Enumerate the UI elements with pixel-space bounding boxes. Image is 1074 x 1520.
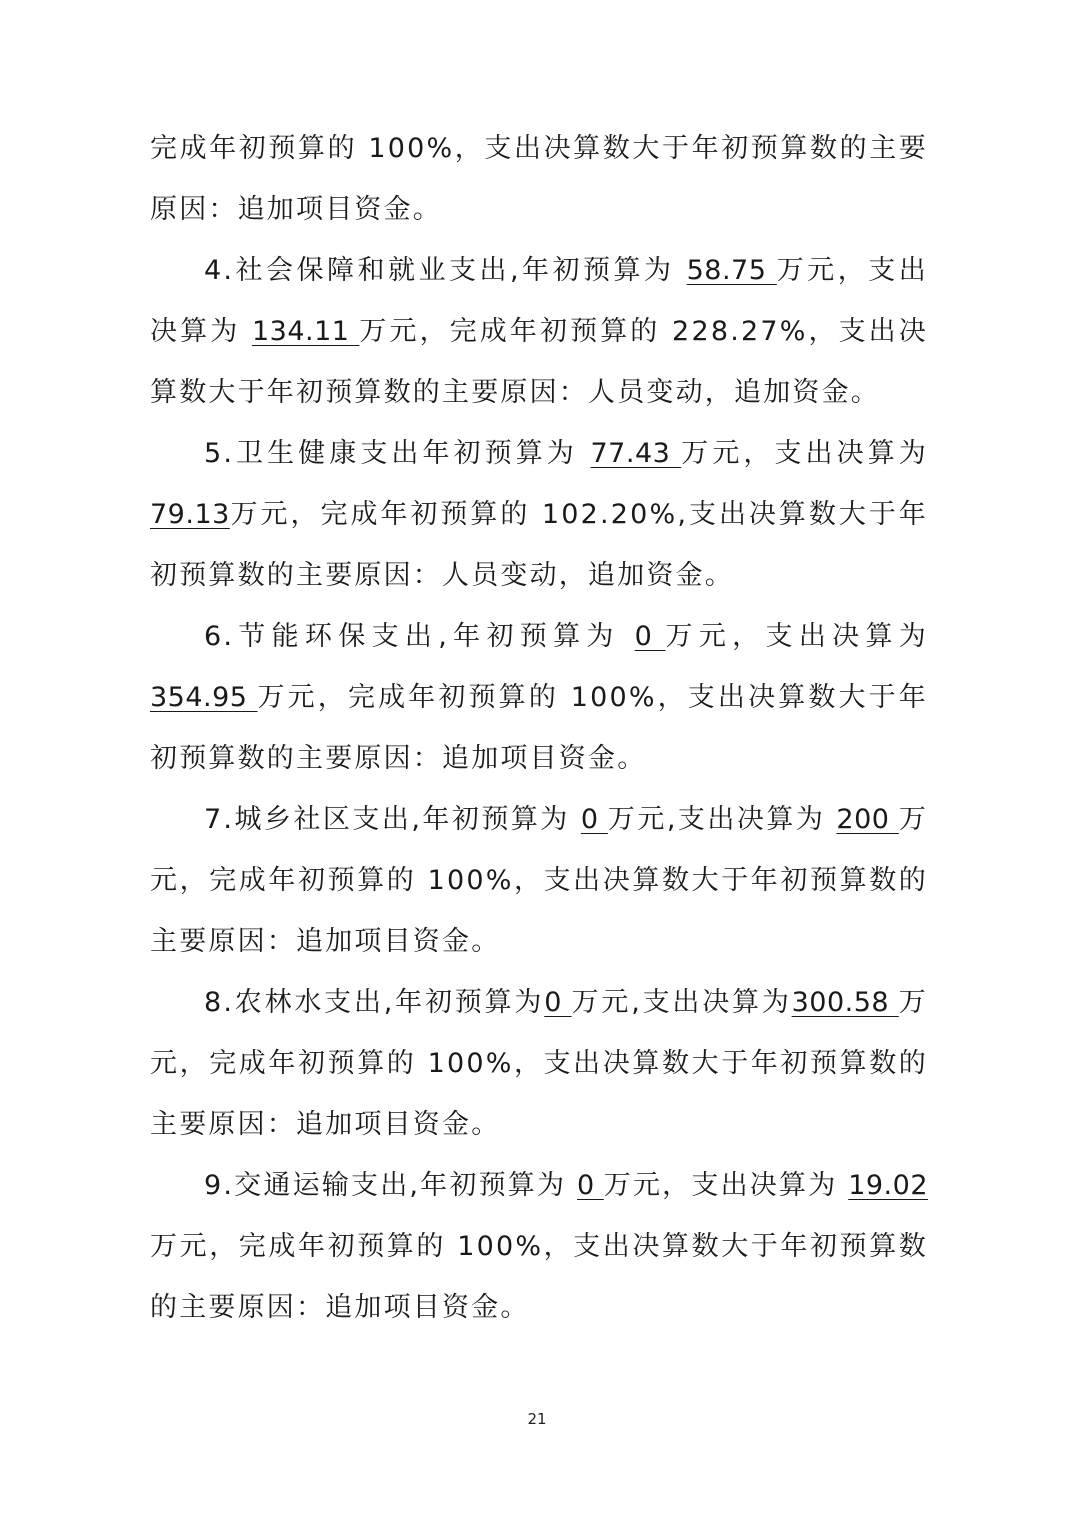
paragraph-urban-rural: 7.城乡社区支出,年初预算为 0 万元,支出决算为 200 万元，完成年初预算的 100%，支出决算数大于年初预算数的主要原因：追加项目资金。	[150, 804, 929, 957]
underlined-value: 77.43	[590, 438, 682, 469]
paragraph-energy-environment: 6.节能环保支出,年初预算为 0 万元，支出决算为 354.95 万元，完成年初预算的 100%，支出决算数大于年初预算数的主要原因：追加项目资金。	[150, 621, 929, 774]
paragraph-agriculture: 8.农林水支出,年初预算为0 万元,支出决算为300.58 万元，完成年初预算的 100%，支出决算数大于年初预算数的主要原因：追加项目资金。	[150, 987, 928, 1140]
underlined-value: 58.75	[686, 255, 777, 286]
underlined-value: 0	[580, 804, 608, 835]
underlined-value: 79.13	[150, 499, 230, 530]
document-body	[150, 118, 928, 1338]
paragraph-continuation: 完成年初预算的 100%，支出决算数大于年初预算数的主要原因：追加项目资金。	[150, 133, 928, 225]
paragraph-social-security: 4.社会保障和就业支出,年初预算为 58.75 万元，支出决算为 134.11 万元，完成年初预算的 228.27%，支出决算数大于年初预算数的主要原因：人员变动，追加资金。	[150, 255, 928, 408]
paragraph-health: 5.卫生健康支出年初预算为 77.43 万元，支出决算为 79.13万元，完成年初预算的 102.20%,支出决算数大于年初预算数的主要原因：人员变动，追加资金。	[150, 438, 928, 591]
underlined-value: 19.02	[848, 1170, 928, 1201]
underlined-value: 0	[577, 1170, 604, 1201]
page-number: 21	[527, 1410, 547, 1428]
underlined-value: 354.95	[150, 682, 258, 713]
underlined-value: 0	[544, 987, 572, 1018]
underlined-value: 134.11	[251, 316, 360, 347]
underlined-value: 0	[634, 621, 666, 652]
paragraph-transport: 9.交通运输支出,年初预算为 0 万元，支出决算为 19.02 万元，完成年初预算的 100%，支出决算数大于年初预算数的主要原因：追加项目资金。	[150, 1170, 928, 1323]
underlined-value: 200	[836, 804, 899, 835]
underlined-value: 300.58	[791, 987, 899, 1018]
